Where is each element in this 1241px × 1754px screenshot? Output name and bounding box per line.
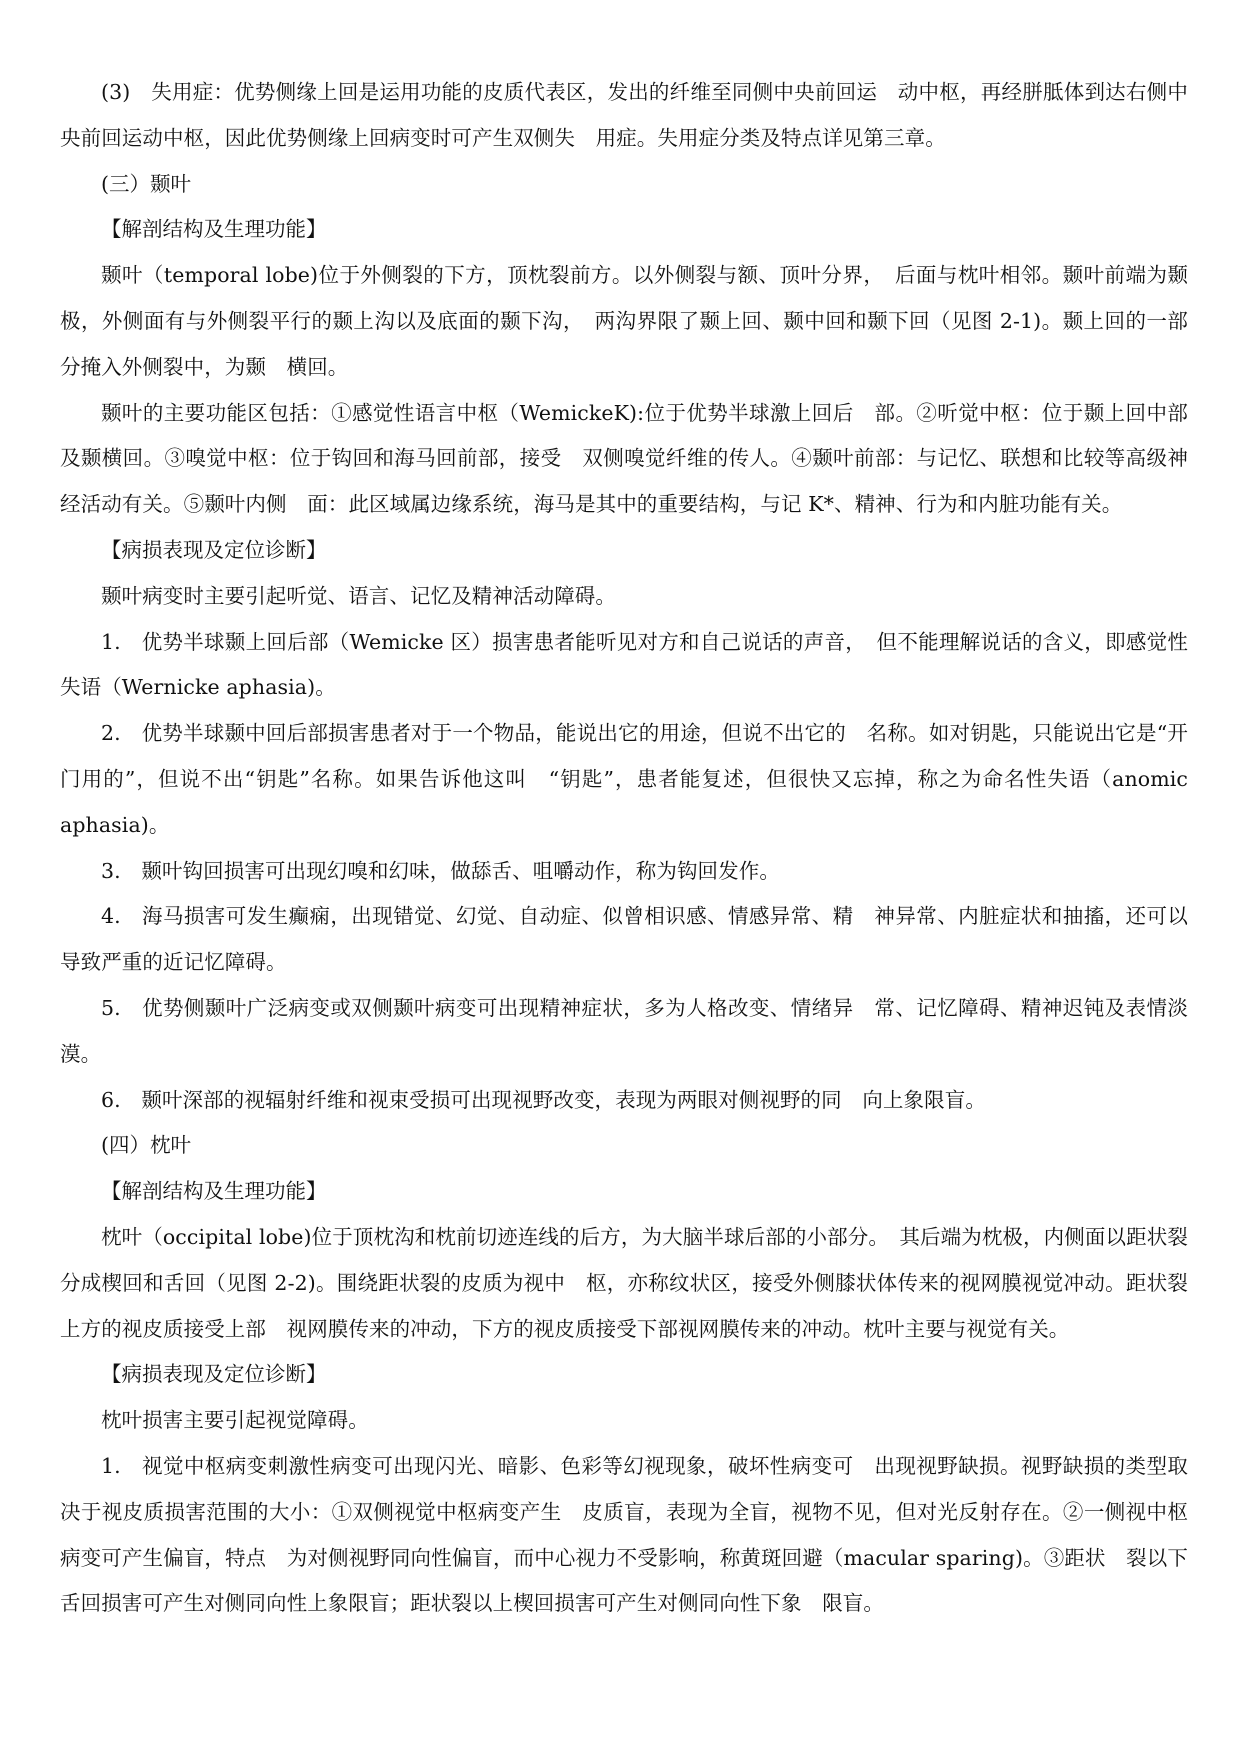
list-item-temporal-5: 5. 优势侧颞叶广泛病变或双侧颞叶病变可出现精神症状，多为人格改变、情绪异 常、记忆障碍、精神迟钝及表情淡漠。 [60, 995, 1188, 1066]
list-item-temporal-1: 1. 优势半球颞上回后部（Wemicke 区）损害患者能听见对方和自己说话的声音， 但不能理解说话的含义，即感觉性失语（Wernicke aphasia)。 [60, 629, 1188, 700]
list-item-occipital-1: 1. 视觉中枢病变刺激性病变可出现闪光、暗影、色彩等幻视现象，破坏性病变可 出现视野缺损。视野缺损的类型取决于视皮质损害范围的大小：①双侧视觉中枢病变产生 皮质盲，表现为全盲，视物不见，但对光反射存在。②一侧视中枢病变可产生偏盲，特点 为对侧视野同向性偏盲，而中心视力不受影响，称黄斑回避（macular sparing)。③距状 裂以下舌回损害可产生对侧同向性上象限盲；距状裂以上楔回损害可产生对侧同向性下象 限盲。 [60, 1453, 1188, 1616]
list-item-temporal-4: 4. 海马损害可发生癫痫，出现错觉、幻觉、自动症、似曾相识感、情感异常、精 神异常、内脏症状和抽搐，还可以导致严重的近记忆障碍。 [60, 904, 1188, 975]
paragraph-occipital-anatomy: 枕叶（occipital lobe)位于顶枕沟和枕前切迹连线的后方，为大脑半球后部的小部分。 其后端为枕极，内侧面以距状裂分成楔回和舌回（见图 2-2)。围绕距状裂的皮质为视中 枢，亦称纹状区，接受外侧膝状体传来的视网膜视觉冲动。距状裂上方的视皮质接受上部 视网膜传来的冲动，下方的视皮质接受下部视网膜传来的冲动。枕叶主要与视觉有关。 [60, 1224, 1188, 1341]
subheading-lesions-occipital: 【病损表现及定位诊断】 [101, 1362, 327, 1387]
subheading-lesions: 【病损表现及定位诊断】 [101, 537, 327, 562]
list-item-temporal-6: 6. 颞叶深部的视辐射纤维和视束受损可出现视野改变，表现为两眼对侧视野的同 向上象限盲。 [101, 1087, 986, 1112]
subheading-anatomy: 【解剖结构及生理功能】 [101, 217, 327, 242]
document-page [60, 70, 1188, 1627]
paragraph-occipital-lesion-intro: 枕叶损害主要引起视觉障碍。 [101, 1408, 369, 1433]
paragraph-apraxia: (3) 失用症：优势侧缘上回是运用功能的皮质代表区，发出的纤维至同侧中央前回运 动中枢，再经胼胝体到达右侧中央前回运动中枢，因此优势侧缘上回病变时可产生双侧失 用症。失用症分类及特点详见第三章。 [60, 80, 1188, 150]
paragraph-temporal-anatomy: 颞叶（temporal lobe)位于外侧裂的下方，顶枕裂前方。以外侧裂与额、顶叶分界， 后面与枕叶相邻。颞叶前端为颞极，外侧面有与外侧裂平行的颞上沟以及底面的颞下沟， 两沟界限了颞上回、颞中回和颞下回（见图 2-1)。颞上回的一部分掩入外侧裂中，为颞 横回。 [60, 263, 1188, 379]
list-item-temporal-2: 2. 优势半球颞中回后部损害患者对于一个物品，能说出它的用途，但说不出它的 名称。如对钥匙，只能说出它是“开门用的”，但说不出“钥匙”名称。如果告诉他这叫 “钥匙”，患者能复述，但很快又忘掉，称之为命名性失语（anomic aphasia)。 [60, 721, 1188, 837]
paragraph-temporal-lesion-intro: 颞叶病变时主要引起听觉、语言、记忆及精神活动障碍。 [101, 583, 616, 608]
section-heading-occipital-lobe: (四）枕叶 [101, 1133, 191, 1158]
subheading-anatomy-occipital: 【解剖结构及生理功能】 [101, 1179, 327, 1204]
section-heading-temporal-lobe: (三）颞叶 [101, 171, 191, 196]
list-item-temporal-3: 3. 颞叶钩回损害可出现幻嗅和幻味，做舔舌、咀嚼动作，称为钩回发作。 [101, 858, 780, 883]
paragraph-temporal-functions: 颞叶的主要功能区包括：①感觉性语言中枢（WemickeK):位于优势半球激上回后 部。②听觉中枢：位于颞上回中部及颞横回。③嗅觉中枢：位于钩回和海马回前部，接受 双侧嗅觉纤维的传人。④颞叶前部：与记忆、联想和比较等高级神经活动有关。⑤颞叶内侧 面：此区域属边缘系统，海马是其中的重要结构，与记 K*、精神、行为和内脏功能有关。 [60, 400, 1188, 517]
